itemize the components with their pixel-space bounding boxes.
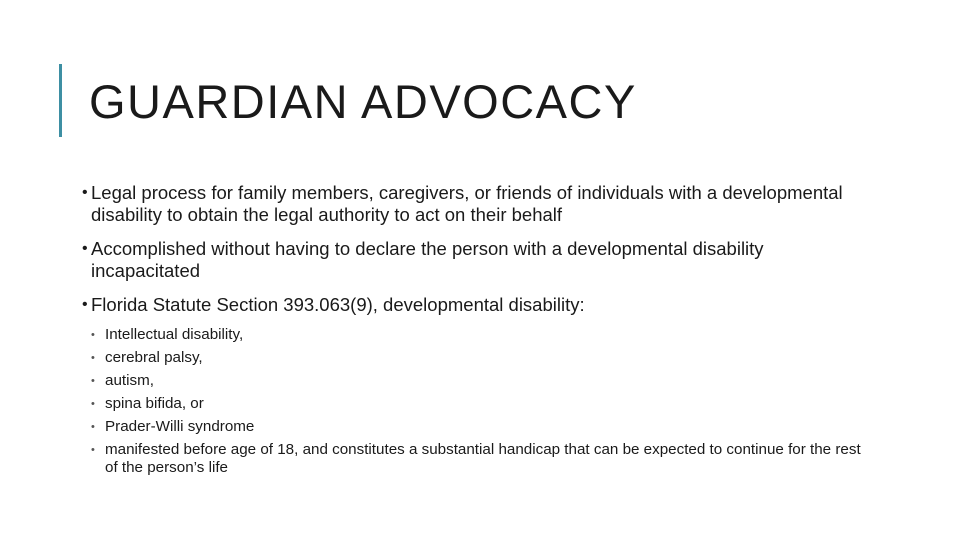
bullet-marker: • (82, 184, 88, 201)
bullet-marker: • (82, 240, 88, 257)
sub-bullet-text: spina bifida, or (105, 395, 204, 412)
sub-bullet-marker: • (91, 444, 95, 456)
bullet-text: Florida Statute Section 393.063(9), developmental disability: (91, 294, 585, 315)
bullet-item (82, 182, 862, 226)
slide-title: GUARDIAN ADVOCACY (89, 75, 637, 128)
sub-bullet-item (82, 349, 862, 367)
sub-bullet-list (82, 326, 862, 477)
sub-bullet-item (82, 418, 862, 436)
bullet-item (82, 294, 862, 316)
bullet-item (82, 238, 862, 282)
sub-bullet-text: autism, (105, 372, 154, 389)
sub-bullet-item (82, 372, 862, 390)
sub-bullet-marker: • (91, 398, 95, 410)
sub-bullet-marker: • (91, 375, 95, 387)
slide-body (82, 182, 862, 482)
sub-bullet-text: cerebral palsy, (105, 349, 203, 366)
sub-bullet-text: manifested before age of 18, and constitutes a substantial handicap that can be expected to continue for the rest of the person’s life (105, 441, 861, 476)
bullet-text: Accomplished without having to declare the person with a developmental disability incapacitated (91, 238, 764, 281)
sub-bullet-item (82, 441, 862, 477)
sub-bullet-text: Prader-Willi syndrome (105, 418, 255, 435)
sub-bullet-text: Intellectual disability, (105, 326, 244, 343)
sub-bullet-item (82, 326, 862, 344)
sub-bullet-marker: • (91, 352, 95, 364)
sub-bullet-marker: • (91, 329, 95, 341)
bullet-text: Legal process for family members, caregivers, or friends of individuals with a developmental disability to obtain the legal authority to act on their behalf (91, 182, 843, 225)
bullet-marker: • (82, 296, 88, 313)
title-accent-bar (59, 64, 62, 137)
sub-bullet-item (82, 395, 862, 413)
sub-bullet-marker: • (91, 421, 95, 433)
